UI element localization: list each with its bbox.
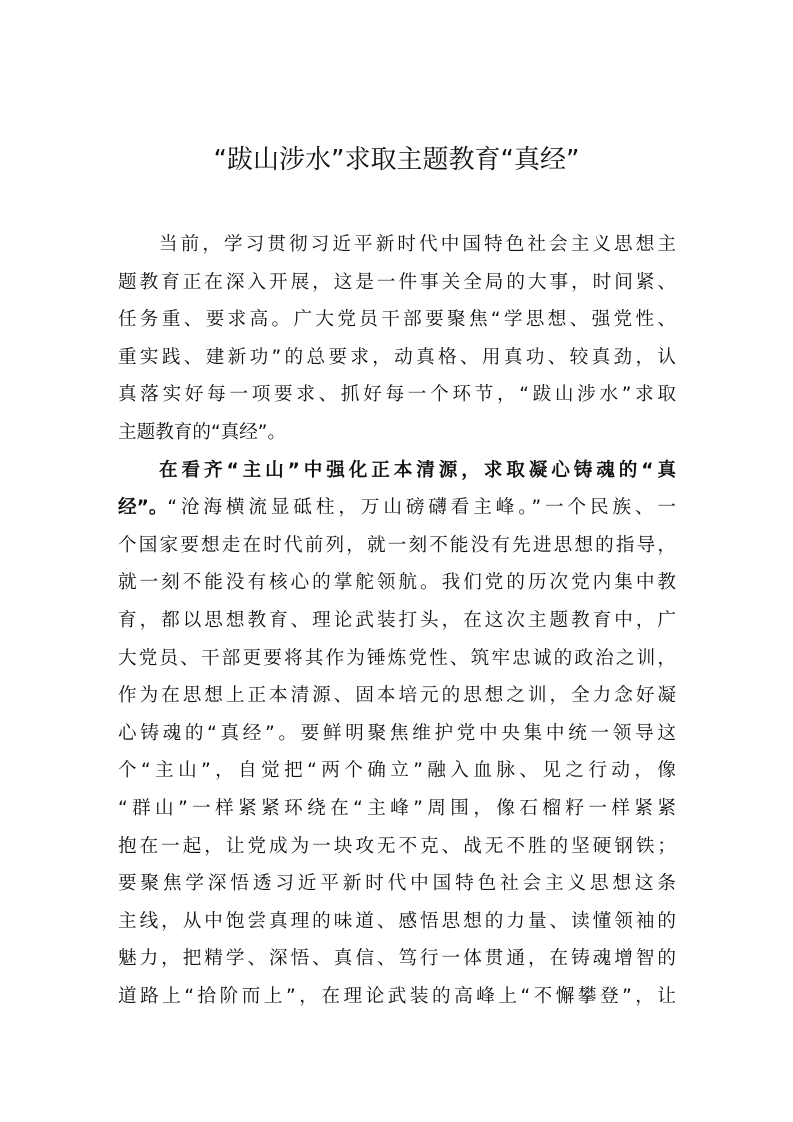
text-line: 大党员、干部更要将其作为锤炼党性、筑牢忠诚的政治之训， xyxy=(118,647,676,669)
document-title: “跋山涉水”求取主题教育“真经” xyxy=(213,145,580,175)
paragraph-section-1 xyxy=(118,452,676,1016)
text-line: 主题教育的“真经”。 xyxy=(118,421,287,443)
text-line: 育，都以思想教育、理论武装打头，在这次主题教育中，广 xyxy=(118,609,676,631)
text-line: 心铸魂的“真经”。要鲜明聚焦维护党中央集中统一领导这 xyxy=(118,722,676,744)
text-line: 个“主山”，自觉把“两个确立”融入血脉、见之行动，像 xyxy=(118,760,676,782)
text-line: 真落实好每一项要求、抓好每一个环节，“跋山涉水”求取 xyxy=(118,384,676,406)
text-line: 重实践、建新功”的总要求，动真格、用真功、较真劲，认 xyxy=(118,346,676,368)
text-line: 作为在思想上正本清源、固本培元的思想之训，全力念好凝 xyxy=(118,685,676,707)
paragraph-intro xyxy=(118,226,676,452)
text-line: 抱在一起，让党成为一块攻无不克、战无不胜的坚硬钢铁； xyxy=(118,835,676,857)
section-heading-end: 经”。 xyxy=(118,497,168,519)
text-line: “群山”一样紧紧环绕在“主峰”周围，像石榴籽一样紧紧 xyxy=(118,797,676,819)
text-line: 道路上“拾阶而上”，在理论武装的高峰上“不懈攀登”，让 xyxy=(118,985,676,1007)
text-line xyxy=(118,489,676,527)
text-line-rest: “沧海横流显砥柱，万山磅礴看主峰。”一个民族、一 xyxy=(167,497,676,519)
text-line: 当前，学习贯彻习近平新时代中国特色社会主义思想主 xyxy=(159,234,676,255)
text-line: 要聚焦学深悟透习近平新时代中国特色社会主义思想这条 xyxy=(118,873,676,895)
text-line: 任务重、要求高。广大党员干部要聚焦“学思想、强党性、 xyxy=(118,309,676,331)
text-line: 题教育正在深入开展，这是一件事关全局的大事，时间紧、 xyxy=(118,271,676,293)
text-line: 主线，从中饱尝真理的味道、感悟思想的力量、读懂领袖的 xyxy=(118,910,676,932)
section-heading: 在看齐“主山”中强化正本清源，求取凝心铸魂的“真 xyxy=(159,459,676,481)
text-line: 个国家要想走在时代前列，就一刻不能没有先进思想的指导， xyxy=(118,534,676,556)
document-body xyxy=(118,226,676,1015)
text-line: 魅力，把精学、深悟、真信、笃行一体贯通，在铸魂增智的 xyxy=(118,948,676,970)
text-line: 就一刻不能没有核心的掌舵领航。我们党的历次党内集中教 xyxy=(118,572,676,594)
